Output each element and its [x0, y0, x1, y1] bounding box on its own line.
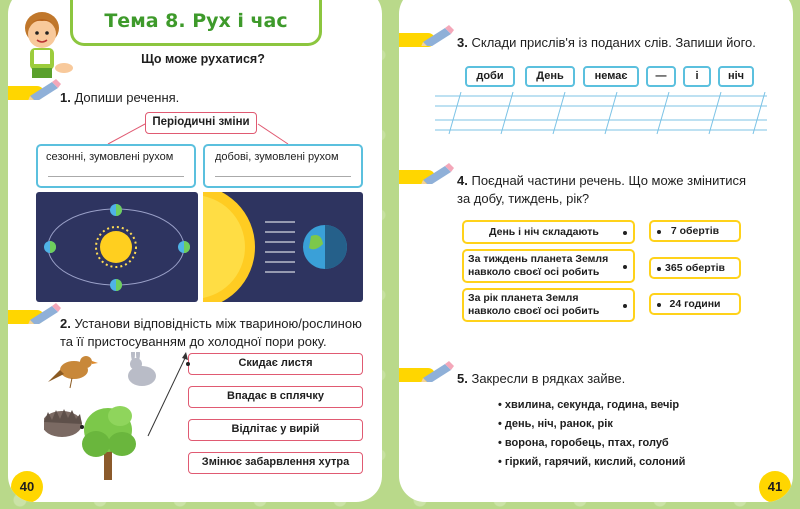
pencil-icon [419, 360, 457, 382]
title-box [70, 0, 322, 46]
option-change-fur[interactable]: Змінює забарвлення хутра [188, 452, 363, 474]
page-title: Тема 8. Рух і час [104, 10, 288, 32]
ex1-number: 1. [60, 90, 71, 105]
ex4-line2: за добу, тиждень, рік? [457, 191, 590, 206]
sentence-start-2[interactable] [462, 249, 635, 283]
right-page [399, 0, 793, 502]
sentence-end-2[interactable] [649, 257, 741, 279]
writing-lines[interactable] [435, 92, 767, 136]
word-row-3-text: ворона, горобець, птах, голуб [504, 437, 669, 449]
ex2-line1: Установи відповідність між твариною/рослиною [74, 316, 362, 331]
ex3-number: 3. [457, 35, 468, 50]
dot [657, 230, 661, 234]
word-nemae[interactable]: немає [583, 66, 639, 87]
sentence-start-3[interactable] [462, 288, 635, 322]
sentence-end-3-text: 24 години [669, 298, 721, 310]
ex2-line2: та її пристосуванням до холодної пори року. [60, 334, 327, 349]
pencil-icon [419, 24, 457, 46]
sun-earth-illustration [203, 192, 363, 302]
ex3-instruction [457, 34, 756, 52]
boy-illustration [12, 6, 78, 88]
pencil-icon [26, 302, 64, 324]
seasonal-box[interactable] [36, 144, 196, 188]
ex5-number: 5. [457, 371, 468, 386]
word-row-3[interactable]: • ворона, горобець, птах, голуб [498, 437, 669, 449]
word-row-1-text: хвилина, секунда, година, вечір [504, 399, 680, 411]
sentence-start-1-text: День і ніч складають [489, 226, 599, 238]
daily-box[interactable] [203, 144, 363, 188]
sentence-end-1[interactable] [649, 220, 741, 242]
word-row-4[interactable]: • гіркий, гарячий, кислий, солоний [498, 456, 686, 468]
ex2-instruction [60, 315, 380, 351]
sentence-end-1-text: 7 обертів [670, 225, 720, 237]
word-i[interactable]: і [683, 66, 711, 87]
daily-text: добові, зумовлені рухом [215, 151, 339, 163]
pencil-icon [26, 78, 64, 100]
option-shed-leaves[interactable]: Скидає листя [188, 353, 363, 375]
sentence-start-1[interactable] [462, 220, 635, 244]
page-number-left: 40 [11, 471, 43, 502]
sentence-start-3-text: За рік планета Земля навколо своєї осі робить [468, 292, 600, 317]
ex1-text: Допиши речення. [74, 90, 180, 105]
word-den[interactable]: День [525, 66, 575, 87]
dot [623, 265, 627, 269]
ex4-line1: Поєднай частини речень. Що може змінитися [471, 173, 747, 188]
ex4-number: 4. [457, 173, 468, 188]
pencil-icon [419, 162, 457, 184]
word-row-2-text: день, ніч, ранок, рік [504, 418, 613, 430]
left-page [8, 0, 382, 502]
option-migrate[interactable]: Відлітає у вирій [188, 419, 363, 441]
ex4-instruction [457, 172, 787, 208]
dot [657, 267, 661, 271]
word-nich[interactable]: ніч [718, 66, 754, 87]
page-number-right: 41 [759, 471, 791, 502]
seasonal-text: сезонні, зумовлені рухом [46, 151, 174, 163]
option-hibernate[interactable]: Впадає в сплячку [188, 386, 363, 408]
word-row-1[interactable]: • хвилина, секунда, година, вечір [498, 399, 680, 411]
orbit-illustration [36, 192, 198, 302]
ex5-instruction [457, 370, 625, 388]
ex5-text: Закресли в рядках зайве. [471, 371, 626, 386]
subtitle: Що може рухатися? [141, 52, 265, 66]
word-dash[interactable]: — [646, 66, 676, 87]
answer-line [215, 176, 351, 177]
answer-line [48, 176, 184, 177]
sentence-start-2-text: За тиждень планета Земля навколо своєї осі робить [468, 253, 609, 278]
dot [657, 303, 661, 307]
word-doby[interactable]: доби [465, 66, 515, 87]
ex1-instruction [60, 89, 179, 107]
ex2-number: 2. [60, 316, 71, 331]
sentence-end-2-text: 365 обертів [665, 262, 725, 274]
word-row-2[interactable]: • день, ніч, ранок, рік [498, 418, 613, 430]
dot [186, 362, 190, 366]
sentence-end-3[interactable] [649, 293, 741, 315]
dot [623, 231, 627, 235]
ex3-text: Склади прислів'я із поданих слів. Запиши його. [471, 35, 756, 50]
word-row-4-text: гіркий, гарячий, кислий, солоний [504, 456, 686, 468]
periodic-changes-header: Періодичні зміни [145, 112, 257, 134]
dot [623, 304, 627, 308]
word-row [465, 66, 775, 87]
